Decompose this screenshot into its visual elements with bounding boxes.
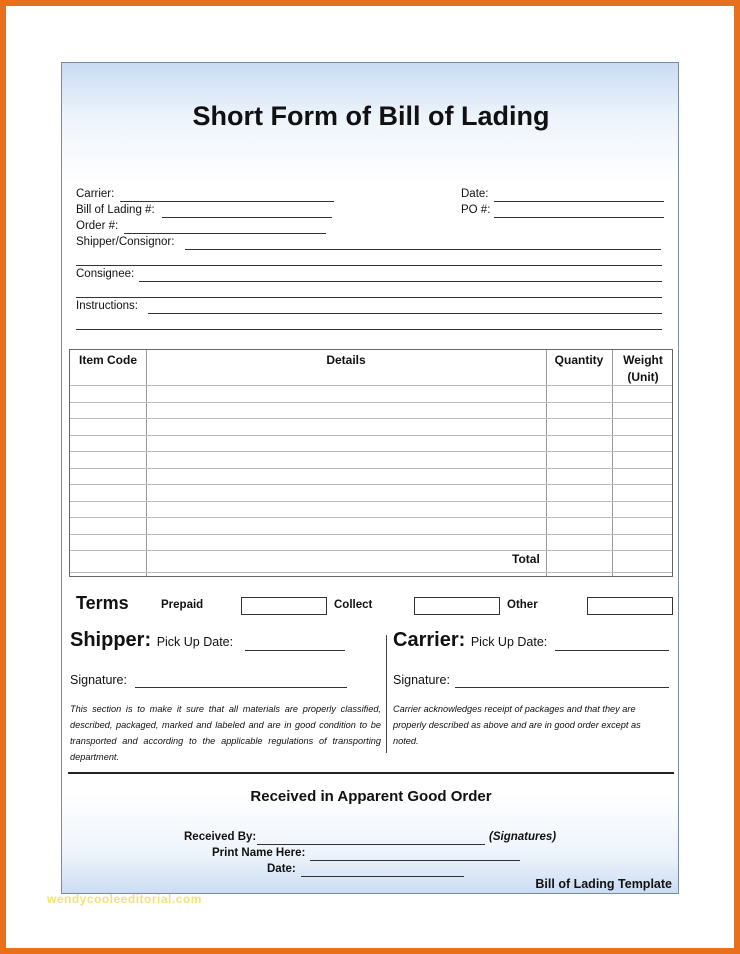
column-divider [546,350,547,576]
shipper-consignor-label: Shipper/Consignor: [76,236,175,248]
carrier-note: Carrier acknowledges receipt of packages and that they are properly described as above and are in good order except as noted. [393,704,641,746]
carrier-heading-label: Carrier: [393,629,466,651]
table-row[interactable] [70,468,672,469]
bill-of-lading-label: Bill of Lading #: [76,204,155,216]
form-title: Short Form of Bill of Lading [192,101,550,131]
items-table [69,349,673,577]
shipper-pickup-field[interactable] [245,650,345,651]
table-row[interactable] [70,484,672,485]
header-item-code: Item Code [78,353,137,367]
po-field[interactable] [494,217,664,218]
table-row [70,572,672,573]
consignee-field-line2[interactable] [76,297,662,298]
carrier-pickup-label: Pick Up Date: [470,635,548,649]
print-name-label: Print Name Here: [212,847,306,859]
instructions-field-line2[interactable] [76,329,662,330]
shipper-signature-label: Signature: [70,673,127,687]
header-weight [612,350,674,386]
signatures-label: (Signatures) [489,831,557,843]
shipper-signature-field[interactable] [135,687,347,688]
table-row[interactable] [70,501,672,502]
received-by-label: Received By: [184,831,257,843]
table-row[interactable] [70,534,672,535]
total-label: Total [512,552,540,566]
received-by-field[interactable] [257,844,485,845]
order-label: Order #: [76,220,119,232]
section-rule [68,772,674,774]
table-row[interactable] [70,418,672,419]
bill-of-lading-form [61,62,679,894]
print-name-field[interactable] [310,860,520,861]
header-weight-line: Weight [623,353,663,367]
shipper-heading-label: Shipper: [70,629,152,651]
terms-prepaid-label: Prepaid [161,599,204,611]
date-field[interactable] [494,201,664,202]
carrier-heading [393,629,547,652]
column-divider [146,350,147,576]
shipper-consignor-field[interactable] [185,249,661,250]
watermark: wendycooleeditorial.com [47,892,202,906]
shipper-pickup-label: Pick Up Date: [156,635,234,649]
carrier-signature-label: Signature: [393,673,450,687]
footer-template-label: Bill of Lading Template [535,877,672,891]
consignee-field[interactable] [139,281,662,282]
table-row[interactable] [70,550,672,551]
shipper-consignor-field-line2[interactable] [76,265,662,266]
instructions-field[interactable] [148,313,662,314]
table-row[interactable] [70,385,672,386]
column-divider [612,350,613,576]
table-row[interactable] [70,451,672,452]
shipper-heading [70,629,233,652]
shipper-note: This section is to make it sure that all materials are properly classified, described, packaged, marked and labeled and are in good condition to be transported and according to the applicable regulations of transporting department. [70,704,381,762]
carrier-label: Carrier: [76,188,115,200]
consignee-label: Consignee: [76,268,135,280]
terms-collect-label: Collect [334,599,373,611]
header-details: Details [326,353,366,367]
order-field[interactable] [124,233,326,234]
collect-box[interactable] [414,597,500,615]
po-label: PO #: [461,204,491,216]
table-row[interactable] [70,402,672,403]
carrier-signature-field[interactable] [455,687,669,688]
table-row[interactable] [70,435,672,436]
other-box[interactable] [587,597,673,615]
table-row[interactable] [70,517,672,518]
header-weight-line: (Unit) [627,370,659,384]
date-label: Date: [461,188,489,200]
bill-of-lading-field[interactable] [162,217,332,218]
received-heading: Received in Apparent Good Order [250,788,492,805]
section-divider [386,635,387,753]
carrier-pickup-field[interactable] [555,650,669,651]
terms-heading: Terms [76,593,129,613]
received-date-label: Date: [267,863,296,875]
carrier-field[interactable] [120,201,334,202]
instructions-label: Instructions: [76,300,138,312]
header-quantity: Quantity [554,353,604,367]
terms-other-label: Other [507,599,538,611]
received-date-field[interactable] [301,876,464,877]
prepaid-box[interactable] [241,597,327,615]
